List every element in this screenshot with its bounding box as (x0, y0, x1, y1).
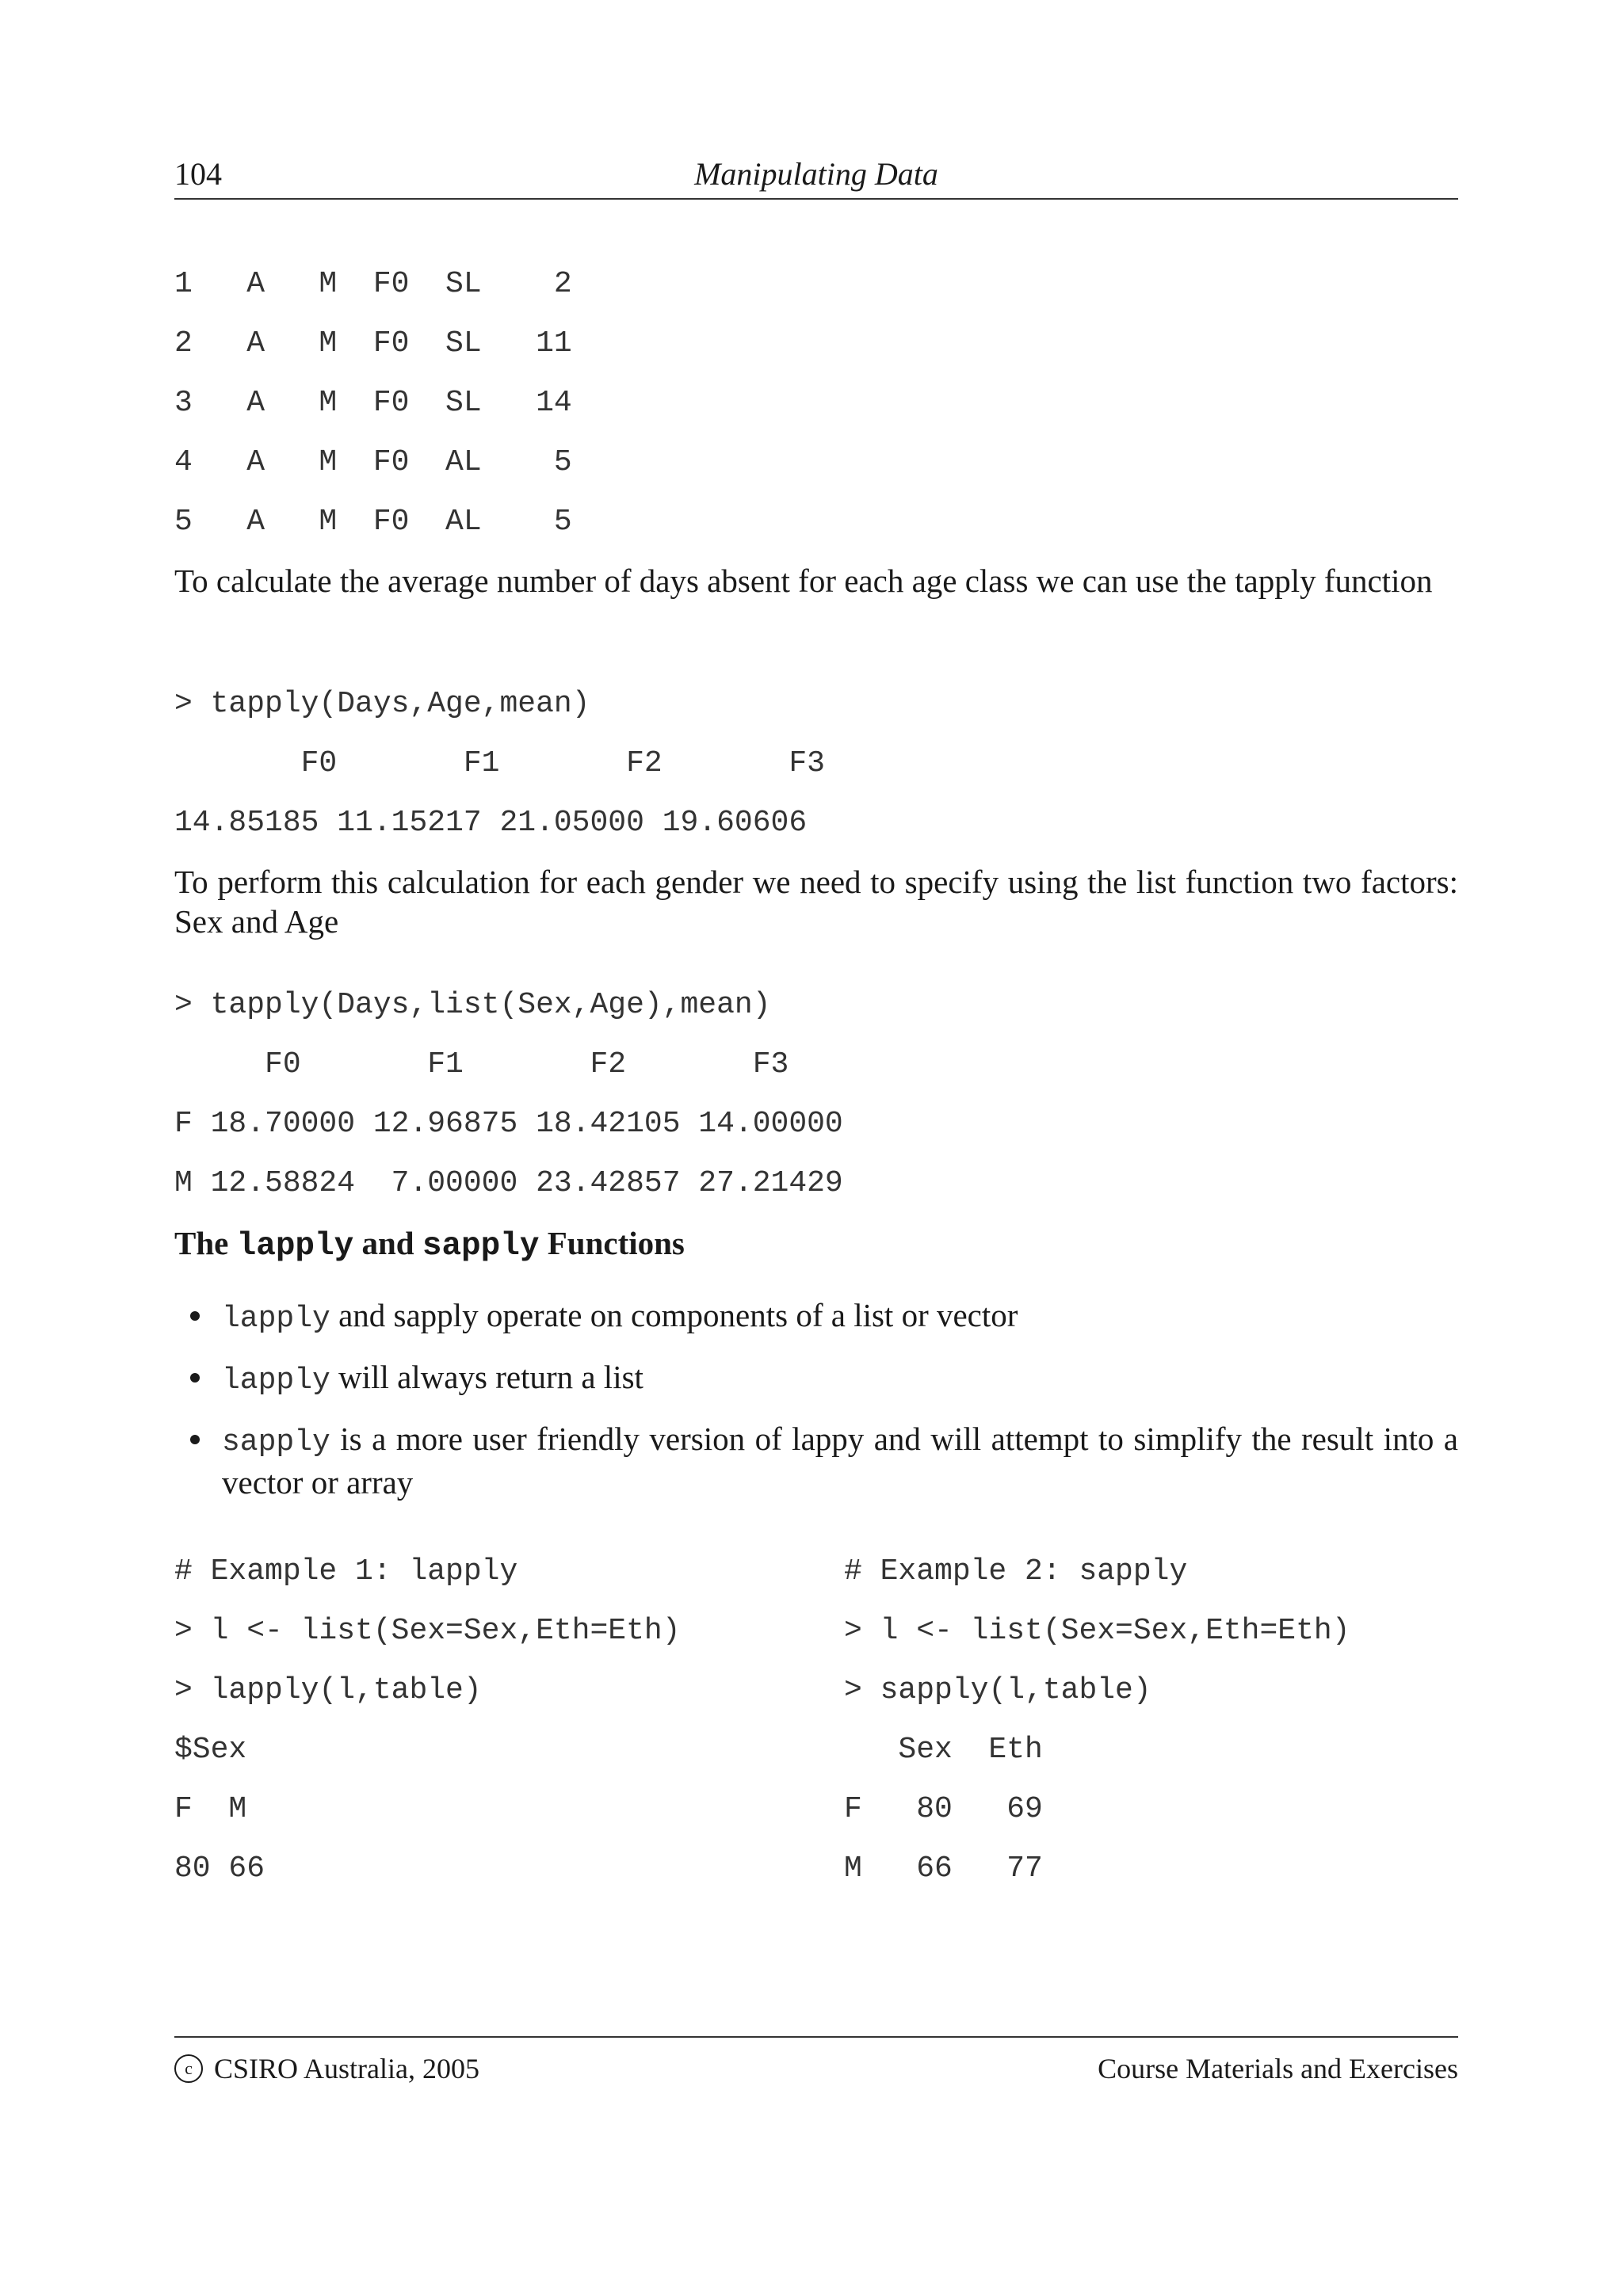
code-line: > sapply(l,table) (844, 1673, 1151, 1707)
copyright-icon: c (174, 2054, 203, 2083)
bullet-icon (190, 1373, 200, 1383)
footer-course-title: Course Materials and Exercises (1098, 2053, 1458, 2084)
section-heading: The lapply and sapply Functions (174, 1225, 685, 1264)
page-number: 104 (174, 156, 222, 192)
code-line: Sex Eth (844, 1733, 1043, 1767)
code-line: M 12.58824 7.00000 23.42857 27.21429 (174, 1166, 843, 1200)
page (174, 0, 1458, 2296)
list-item: lapply will always return a list (222, 1357, 1458, 1401)
code-line: M 66 77 (844, 1852, 1043, 1886)
code-line: 80 66 (174, 1852, 265, 1886)
code-line: F 18.70000 12.96875 18.42105 14.00000 (174, 1107, 843, 1141)
footer-copyright: c CSIRO Australia, 2005 (174, 2052, 479, 2085)
list-item: sapply is a more user friendly version of lappy and will attempt to simplify the result into a vector or array (222, 1419, 1458, 1502)
code-line: > tapply(Days,Age,mean) (174, 687, 590, 721)
code-line: > l <- list(Sex=Sex,Eth=Eth) (844, 1614, 1350, 1648)
running-title: Manipulating Data (694, 156, 938, 192)
code-line: 5 A M F0 AL 5 (174, 505, 572, 539)
bullet-icon (190, 1435, 200, 1444)
page-footer (174, 2052, 1458, 2092)
code-line: > l <- list(Sex=Sex,Eth=Eth) (174, 1614, 681, 1648)
code-line: F 80 69 (844, 1792, 1043, 1826)
code-line: 2 A M F0 SL 11 (174, 326, 572, 360)
list-item: lapply and sapply operate on components of a list or vector (222, 1295, 1458, 1339)
paragraph: To calculate the average number of days absent for each age class we can use the tapply function (174, 563, 1433, 599)
code-line: 3 A M F0 SL 14 (174, 386, 572, 420)
code-line: # Example 2: sapply (844, 1554, 1188, 1589)
paragraph: To perform this calculation for each gender we need to specify using the list function two factors: Sex and Age (174, 864, 1458, 940)
code-line: > lapply(l,table) (174, 1673, 482, 1707)
code-line: F M (174, 1792, 247, 1826)
footer-rule (174, 2036, 1458, 2038)
page-header (174, 155, 1458, 195)
code-line: F0 F1 F2 F3 (174, 746, 825, 780)
code-line: > tapply(Days,list(Sex,Age),mean) (174, 988, 771, 1022)
code-line: 1 A M F0 SL 2 (174, 267, 572, 301)
code-line: 14.85185 11.15217 21.05000 19.60606 (174, 806, 808, 840)
code-line: F0 F1 F2 F3 (174, 1047, 789, 1081)
header-rule (174, 198, 1458, 200)
code-line: $Sex (174, 1733, 247, 1767)
code-line: 4 A M F0 AL 5 (174, 445, 572, 479)
code-line: # Example 1: lapply (174, 1554, 518, 1589)
bullet-icon (190, 1311, 200, 1321)
